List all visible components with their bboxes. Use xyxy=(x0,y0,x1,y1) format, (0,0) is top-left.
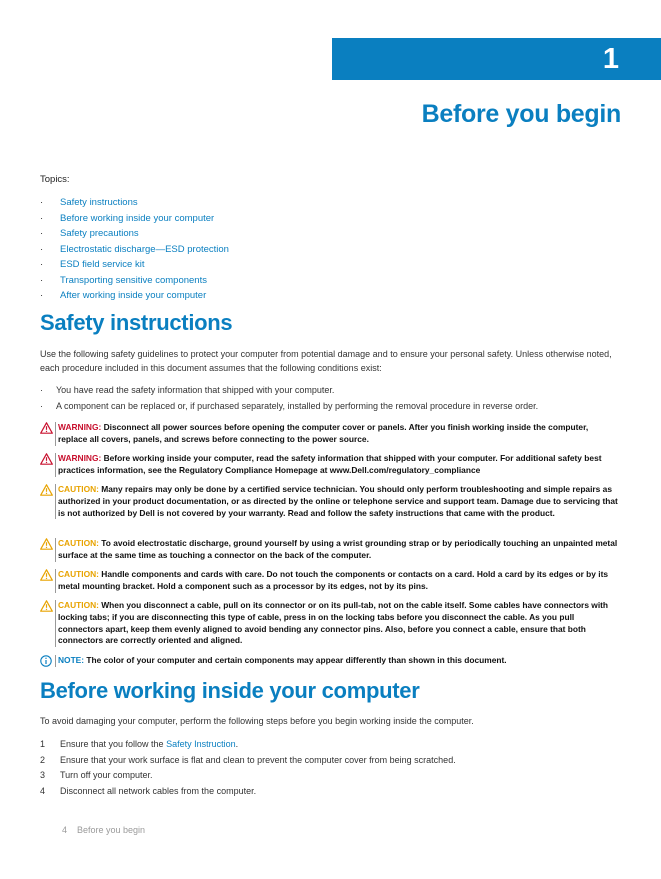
bullet: · xyxy=(40,259,44,270)
step-number: 4 xyxy=(40,785,46,796)
caution-notice xyxy=(40,484,618,519)
safety-instruction-link[interactable]: Safety Instruction xyxy=(166,739,236,749)
chapter-number: 1 xyxy=(602,43,619,75)
topic-list xyxy=(40,195,229,304)
notice-body: When you disconnect a cable, pull on its connector or on its pull-tab, not on the cable itself. Some cables have connectors with locking tabs; if you are disconnecting this type of cable, press in on the locking tabs before you disconnect the cable. As you pull connectors apart, keep them evenly aligned to avoid bending any connector pins. Also, before you connect a cable, ensure that both connectors are correctly oriented and aligned. xyxy=(58,600,609,646)
topic-item xyxy=(40,195,229,211)
note-notice xyxy=(40,655,618,667)
notice-text xyxy=(58,655,618,667)
step-item xyxy=(40,768,456,784)
topic-link-safety-precautions[interactable]: Safety precautions xyxy=(60,228,139,239)
notice-text xyxy=(58,484,618,519)
notice-body: Before working inside your computer, read the safety information that shipped with your computer. For additional safety best practices information, see the Regulatory Compliance Homepage at www.Dell.com/regulatory_compliance xyxy=(58,453,602,475)
notice-label: CAUTION: xyxy=(58,569,99,579)
bullet: · xyxy=(40,212,44,224)
notice-label: WARNING: xyxy=(58,453,102,463)
page-footer xyxy=(62,825,145,835)
before-working-intro: To avoid damaging your computer, perform the following steps before you begin working inside the computer. xyxy=(40,716,474,726)
notice-body: Disconnect all power sources before opening the computer cover or panels. After you finish working inside the computer, replace all covers, panels, and screws before connecting to the power source. xyxy=(58,422,589,444)
topic-item xyxy=(40,257,229,273)
condition-item xyxy=(40,383,538,399)
info-icon xyxy=(40,655,53,667)
step-text: Ensure that your work surface is flat and clean to prevent the computer cover from being scratched. xyxy=(60,754,456,765)
chapter-banner xyxy=(332,38,661,80)
bullet: · xyxy=(40,274,44,286)
chapter-title: Before you begin xyxy=(421,100,621,128)
bullet: · xyxy=(40,385,43,395)
notice-body: The color of your computer and certain components may appear differently than shown in this document. xyxy=(86,655,507,665)
caution-icon xyxy=(40,484,53,496)
notice-text xyxy=(58,422,618,446)
condition-item xyxy=(40,399,538,415)
topic-item xyxy=(40,242,229,258)
step-item xyxy=(40,753,456,769)
warning-notice xyxy=(40,422,618,446)
step-text: Ensure that you follow the xyxy=(60,739,167,749)
topic-link-esd-protection[interactable]: Electrostatic discharge—ESD protection xyxy=(60,243,229,255)
step-text-suffix: . xyxy=(235,739,239,749)
footer-title: Before you begin xyxy=(77,825,146,835)
notice-rule xyxy=(55,655,56,667)
bullet: · xyxy=(40,228,44,239)
notice-label: CAUTION: xyxy=(58,484,99,494)
step-item xyxy=(40,784,456,800)
caution-notice xyxy=(40,600,618,647)
caution-icon xyxy=(40,538,53,550)
topic-item xyxy=(40,226,229,242)
topic-item xyxy=(40,211,229,227)
bullet: · xyxy=(40,243,44,255)
caution-icon xyxy=(40,600,53,612)
notice-label: CAUTION: xyxy=(58,600,99,610)
section-heading-before-working: Before working inside your computer xyxy=(40,678,420,703)
notice-body: Many repairs may only be done by a certified service technician. You should only perform troubleshooting and simple repairs as authorized in your product documentation, or as directed by the online or telephone service and support team. Damage due to servicing that is not authorized by Dell is not covered by your warranty. Read and follow the safety instructions that came with the product. xyxy=(58,484,618,518)
step-text: Turn off your computer. xyxy=(60,770,153,780)
notice-body: To avoid electrostatic discharge, ground yourself by using a wrist grounding strap or by periodically touching an unpainted metal surface at the same time as touching a connector on the back of the computer. xyxy=(58,538,618,560)
step-item xyxy=(40,737,456,753)
notice-text xyxy=(58,569,618,593)
notice-rule xyxy=(55,600,56,647)
notice-rule xyxy=(55,569,56,593)
bullet: · xyxy=(40,290,44,301)
notice-rule xyxy=(55,538,56,562)
topic-item xyxy=(40,273,229,289)
notice-rule xyxy=(55,422,56,446)
caution-notice xyxy=(40,538,618,562)
topics-label: Topics: xyxy=(40,174,70,185)
notice-text xyxy=(58,453,618,477)
topic-link-esd-field-service-kit[interactable]: ESD field service kit xyxy=(60,259,145,270)
topic-link-transporting-components[interactable]: Transporting sensitive components xyxy=(60,274,207,286)
warning-notice xyxy=(40,453,618,477)
section-heading-safety-instructions: Safety instructions xyxy=(40,310,233,335)
warning-icon xyxy=(40,422,53,434)
page-number: 4 xyxy=(62,825,68,835)
step-number: 2 xyxy=(40,754,46,765)
notice-label: WARNING: xyxy=(58,422,102,432)
safety-intro-paragraph: Use the following safety guidelines to protect your computer from potential damage and to ensure your personal safety. Unless otherwise noted, each procedure included in this document assumes that the following conditions exist: xyxy=(40,349,612,373)
bullet: · xyxy=(40,197,44,208)
notice-label: CAUTION: xyxy=(58,538,99,548)
condition-text: A component can be replaced or, if purchased separately, installed by performing the removal procedure in reverse order. xyxy=(56,400,539,411)
caution-icon xyxy=(40,569,53,581)
condition-text: You have read the safety information that shipped with your computer. xyxy=(56,385,335,395)
bullet: · xyxy=(40,400,43,411)
notice-text xyxy=(58,600,618,647)
notice-rule xyxy=(55,484,56,519)
topic-link-after-working[interactable]: After working inside your computer xyxy=(60,290,207,301)
notice-text xyxy=(58,538,618,562)
notice-rule xyxy=(55,453,56,477)
notice-body: Handle components and cards with care. Do not touch the components or contacts on a card. Hold a card by its edges or by its metal mounting bracket. Hold a component such as a processor by its edges, not by its pins. xyxy=(58,569,609,591)
step-number: 1 xyxy=(40,739,46,749)
steps-list xyxy=(40,737,456,799)
step-number: 3 xyxy=(40,770,46,780)
topic-link-safety-instructions[interactable]: Safety instructions xyxy=(60,197,138,208)
topic-link-before-working[interactable]: Before working inside your computer xyxy=(60,212,215,224)
warning-icon xyxy=(40,453,53,465)
caution-notice xyxy=(40,569,618,593)
notice-label: NOTE: xyxy=(58,655,85,665)
topic-item xyxy=(40,288,229,304)
step-text: Disconnect all network cables from the computer. xyxy=(60,785,257,796)
conditions-list xyxy=(40,383,538,414)
